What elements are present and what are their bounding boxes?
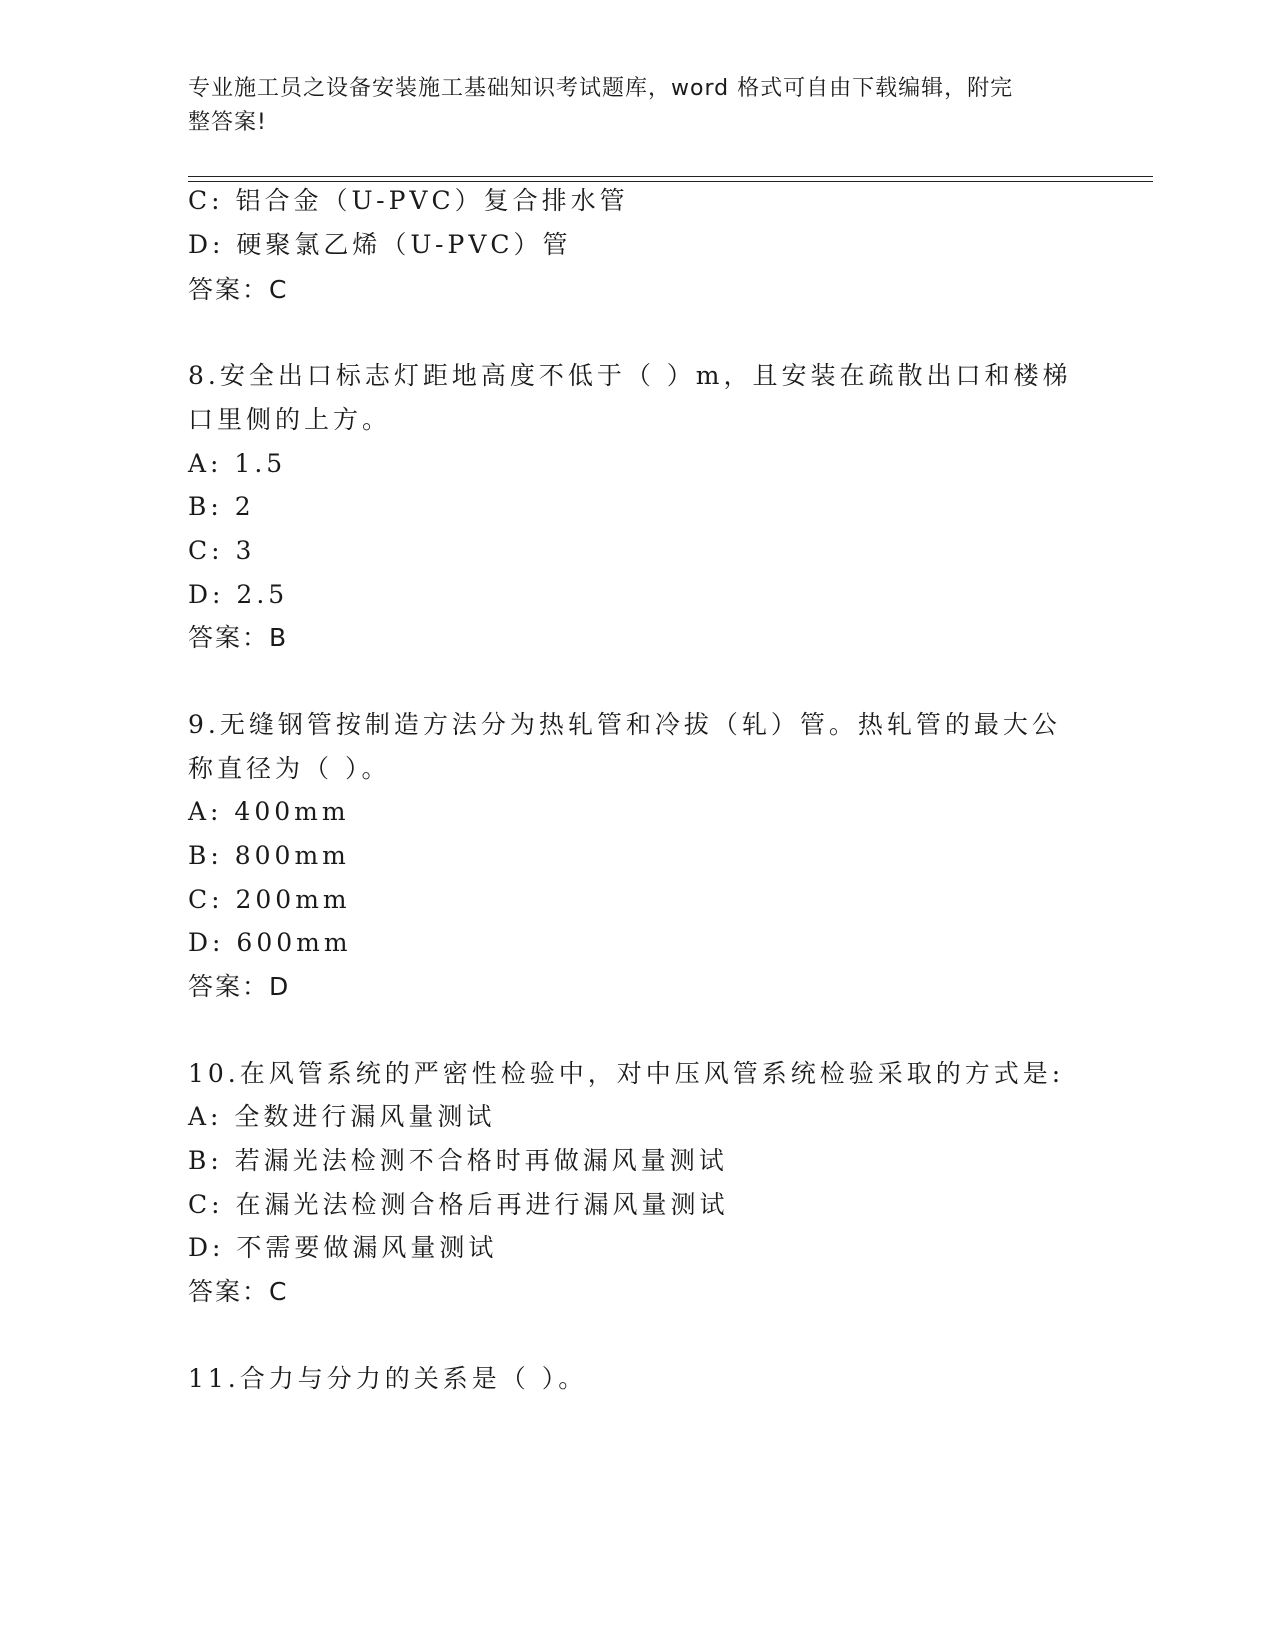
q10-answer: 答案：C xyxy=(188,1277,289,1306)
q9-option-a: A: 400mm xyxy=(188,797,350,826)
header-title-line-2: 整答案! xyxy=(188,110,267,135)
page-header xyxy=(188,72,1068,140)
q9-option-d: D: 600mm xyxy=(188,928,352,957)
q9-answer: 答案：D xyxy=(188,972,291,1001)
q8-stem-line-2: 口里侧的上方。 xyxy=(188,405,392,434)
q8-option-b: B: 2 xyxy=(188,492,255,521)
q10-option-d: D: 不需要做漏风量测试 xyxy=(188,1233,498,1262)
q9-option-c: C: 200mm xyxy=(188,885,351,914)
q11-stem-line-1: 11.合力与分力的关系是（ ）。 xyxy=(188,1364,588,1393)
q9-stem-line-1: 9.无缝钢管按制造方法分为热轧管和冷拔（轧）管。热轧管的最大公 xyxy=(188,710,1061,739)
q9-option-b: B: 800mm xyxy=(188,841,350,870)
q8-stem-line-1: 8.安全出口标志灯距地高度不低于（ ）m，且安装在疏散出口和楼梯 xyxy=(188,361,1072,390)
q8-option-d: D: 2.5 xyxy=(188,580,289,609)
header-divider-bottom xyxy=(188,181,1153,182)
header-title-line-1: 专业施工员之设备安装施工基础知识考试题库，word 格式可自由下载编辑，附完 xyxy=(188,76,1014,101)
q9-stem-line-2: 称直径为（ ）。 xyxy=(188,754,391,783)
q8-option-a: A: 1.5 xyxy=(188,449,287,478)
q10-option-c: C: 在漏光法检测合格后再进行漏风量测试 xyxy=(188,1190,729,1219)
prev-question-answer: 答案：C xyxy=(188,275,289,304)
header-divider-top xyxy=(188,176,1153,177)
q10-stem-line-1: 10.在风管系统的严密性检验中，对中压风管系统检验采取的方式是: xyxy=(188,1059,1065,1088)
prev-question-option-d: D: 硬聚氯乙烯（U-PVC）管 xyxy=(188,230,572,259)
prev-question-option-c: C: 铝合金（U-PVC）复合排水管 xyxy=(188,186,629,215)
q8-answer: 答案：B xyxy=(188,623,289,652)
q10-option-a: A: 全数进行漏风量测试 xyxy=(188,1102,496,1131)
q10-option-b: B: 若漏光法检测不合格时再做漏风量测试 xyxy=(188,1146,728,1175)
q8-option-c: C: 3 xyxy=(188,536,256,565)
